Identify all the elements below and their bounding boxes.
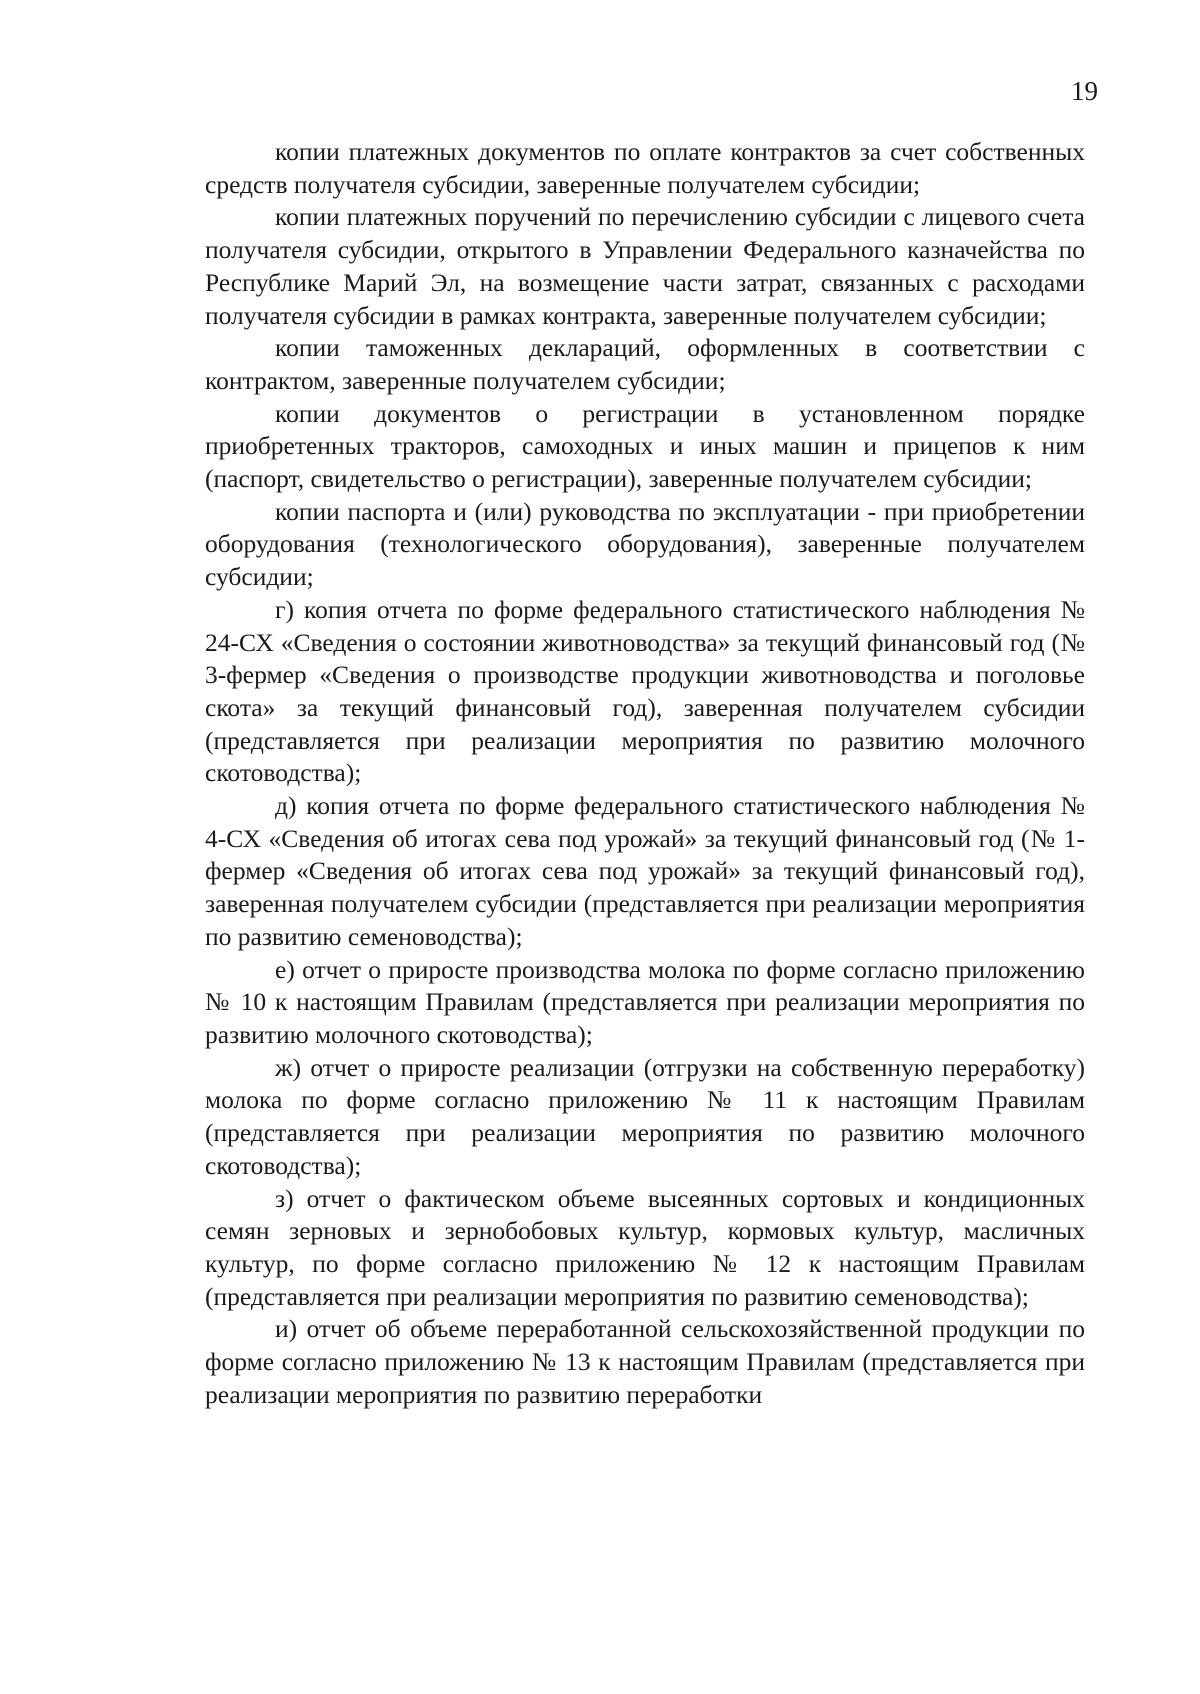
paragraph-item-g: г) копия отчета по форме федерального статистического наблюдения № 24-СХ «Сведения о состоянии животноводства» за текущий финансовый год (№ 3-фермер «Сведения о производстве продукции животноводства и поголовье скота» за текущий финансовый год), заверенная получателем субсидии (представляется при реализации мероприятия по развитию молочного скотоводства); bbox=[205, 594, 1085, 788]
paragraph-item-zh: ж) отчет о приросте реализации (отгрузки на собственную переработку) молока по форме согласно приложению № 11 к настоящим Правилам (представляется при реализации мероприятия по развитию молочного скотоводства); bbox=[205, 1052, 1085, 1180]
paragraph-item-e: е) отчет о приросте производства молока по форме согласно приложению № 10 к настоящим Правилам (представляется при реализации мероприятия по развитию молочного скотоводства); bbox=[205, 954, 1085, 1049]
paragraph-item-d: д) копия отчета по форме федерального статистического наблюдения № 4-СХ «Сведения об итогах сева под урожай» за текущий финансовый год (№ 1-фермер «Сведения об итогах сева под урожай» за текущий финансовый год), заверенная получателем субсидии (представляется при реализации мероприятия по развитию семеноводства); bbox=[205, 791, 1085, 951]
paragraph-item-i: и) отчет об объеме переработанной сельскохозяйственной продукции по форме согласно приложению № 13 к настоящим Правилам (представляется при реализации мероприятия по развитию переработки bbox=[205, 1314, 1085, 1409]
paragraph-item-z: з) отчет о фактическом объеме высеянных сортовых и кондиционных семян зерновых и зернобобовых культур, кормовых культур, масличных культур, по форме согласно приложению № 12 к настоящим Правилам (представляется при реализации мероприятия по развитию семеноводства); bbox=[205, 1183, 1085, 1311]
paragraph-customs-declarations: копии таможенных деклараций, оформленных в соответствии с контрактом, заверенные получателем субсидии; bbox=[205, 333, 1085, 395]
paragraph-payment-orders: копии платежных поручений по перечислению субсидии с лицевого счета получателя субсидии, открытого в Управлении Федерального казначейства по Республике Марий Эл, на возмещение части затрат, связанных с расходами получателя субсидии в рамках контракта, заверенные получателем субсидии; bbox=[205, 202, 1085, 330]
paragraph-payment-documents: копии платежных документов по оплате контрактов за счет собственных средств получателя субсидии, заверенные получателем субсидии; bbox=[205, 137, 1085, 199]
paragraph-passport-manual: копии паспорта и (или) руководства по эксплуатации - при приобретении оборудования (технологического оборудования), заверенные получателем субсидии; bbox=[205, 496, 1085, 592]
paragraph-registration-documents: копии документов о регистрации в установленном порядке приобретенных тракторов, самоходных и иных машин и прицепов к ним (паспорт, свидетельство о регистрации), заверенные получателем субсидии; bbox=[205, 398, 1085, 494]
document-body bbox=[205, 136, 1085, 1411]
page-number: 19 bbox=[1071, 76, 1098, 106]
